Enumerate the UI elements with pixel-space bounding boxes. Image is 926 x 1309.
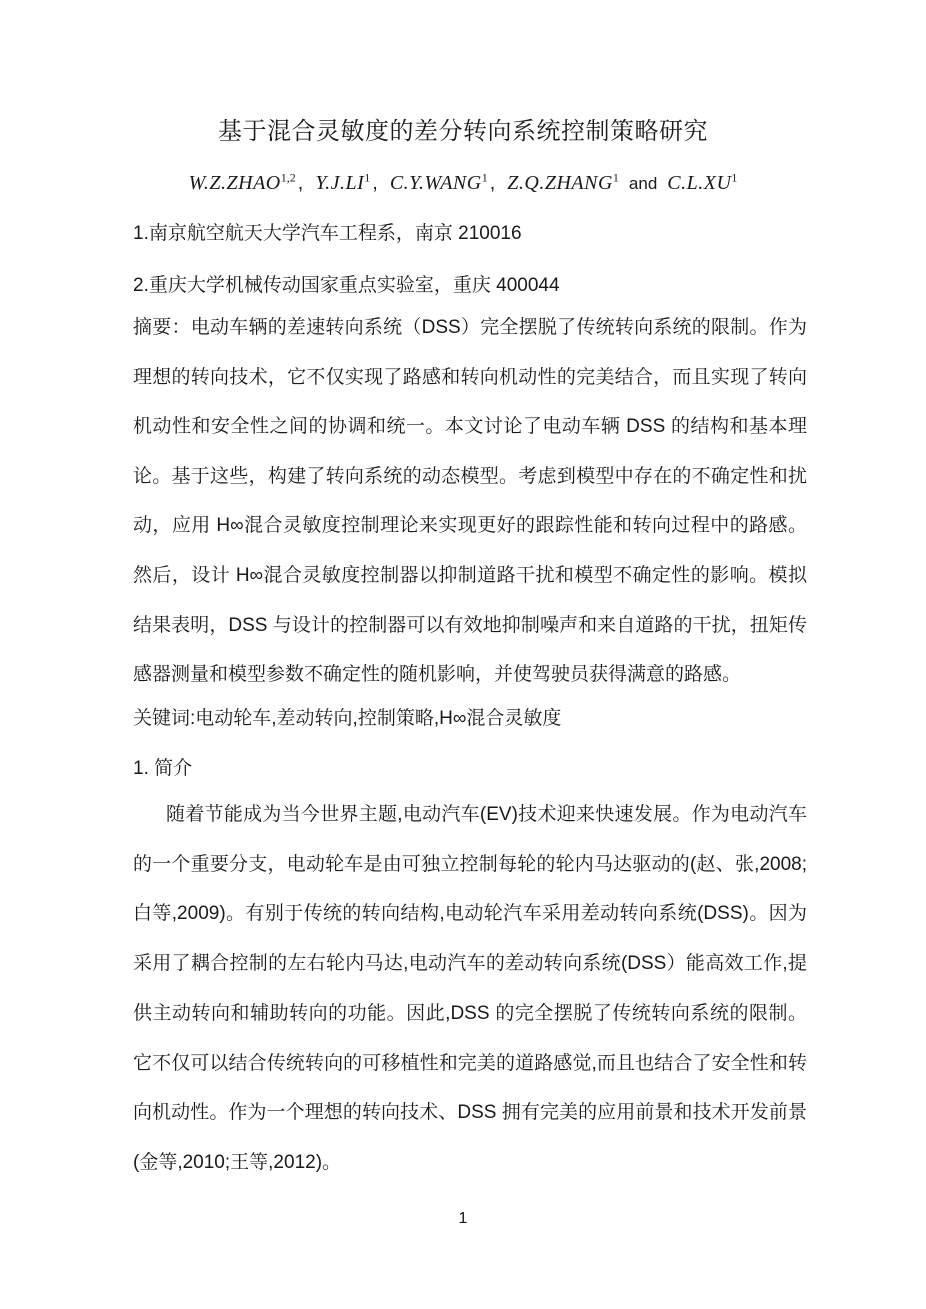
affiliation-2: 2.重庆大学机械传动国家重点实验室，重庆 400044 [133,275,560,296]
author-name: W.Z.ZHAO [188,172,281,194]
author-0 [189,172,296,194]
author-3 [507,172,619,194]
author-separator: , [297,172,304,194]
page-number: 1 [458,1210,468,1227]
author-superscript: 1 [612,170,619,185]
author-name: Z.Q.ZHANG [507,172,613,194]
section-heading-introduction: 1. 简介 [133,758,193,779]
author-1 [315,172,370,194]
keywords-label: 关键词: [133,708,196,729]
introduction-paragraph: 随着节能成为当今世界主题,电动汽车(EV)技术迎来快速发展。作为电动汽车的一个重要分支，电动轮车是由可独立控制每轮的轮内马达驱动的(赵、张,2008;白等,2009)。有别于传统的转向结构,电动轮汽车采用差动转向系统(DSS)。因为采用了耦合控制的左右轮内马达,电动汽车的差动转向系统(DSS）能高效工作,提供主动转向和辅助转向的功能。因此,DSS 的完全摆脱了传统转向系统的限制。它不仅可以结合传统转向的可移植性和完美的道路感觉,而且也结合了安全性和转向机动性。作为一个理想的转向技术、DSS 拥有完美的应用前景和技术开发前景(金等,2010;王等,2012)。 [133,804,807,1173]
authors-line [0,172,926,195]
authors-conjunction: and [628,174,658,193]
author-2 [390,172,488,194]
author-separator: , [372,172,378,194]
author-superscript: 1 [364,170,371,185]
abstract-label: 摘要： [133,317,191,338]
author-4 [667,172,737,194]
keywords-text: 电动轮车,差动转向,控制策略,H∞混合灵敏度 [195,708,562,729]
author-superscript: 1 [481,170,488,185]
abstract-text: 电动车辆的差速转向系统（DSS）完全摆脱了传统转向系统的限制。作为理想的转向技术，它不仅实现了路感和转向机动性的完美结合，而且实现了转向机动性和安全性之间的协调和统一。本文讨论了电动车辆 DSS 的结构和基本理论。基于这些，构建了转向系统的动态模型。考虑到模型中存在的不确定性和扰动，应用 H∞混合灵敏度控制理论来实现更好的跟踪性能和转向过程中的路感。然后，设计 H∞混合灵敏度控制器以抑制道路干扰和模型不确定性的影响。模拟结果表明，DSS 与设计的控制器可以有效地抑制噪声和来自道路的干扰，扭矩传感器测量和模型参数不确定性的随机影响，并使驾驶员获得满意的路感。 [133,317,807,686]
affiliation-1: 1.南京航空航天大学汽车工程系，南京 210016 [133,223,522,244]
author-name: Y.J.LI [315,172,365,194]
paper-title: 基于混合灵敏度的差分转向系统控制策略研究 [218,118,708,145]
keywords-line [133,706,807,732]
abstract-paragraph [133,303,807,700]
author-name: C.Y.WANG [389,172,482,194]
author-superscript: 1,2 [280,170,296,185]
author-separator: , [489,172,496,194]
author-name: C.L.XU [667,172,732,194]
author-superscript: 1 [731,170,738,185]
